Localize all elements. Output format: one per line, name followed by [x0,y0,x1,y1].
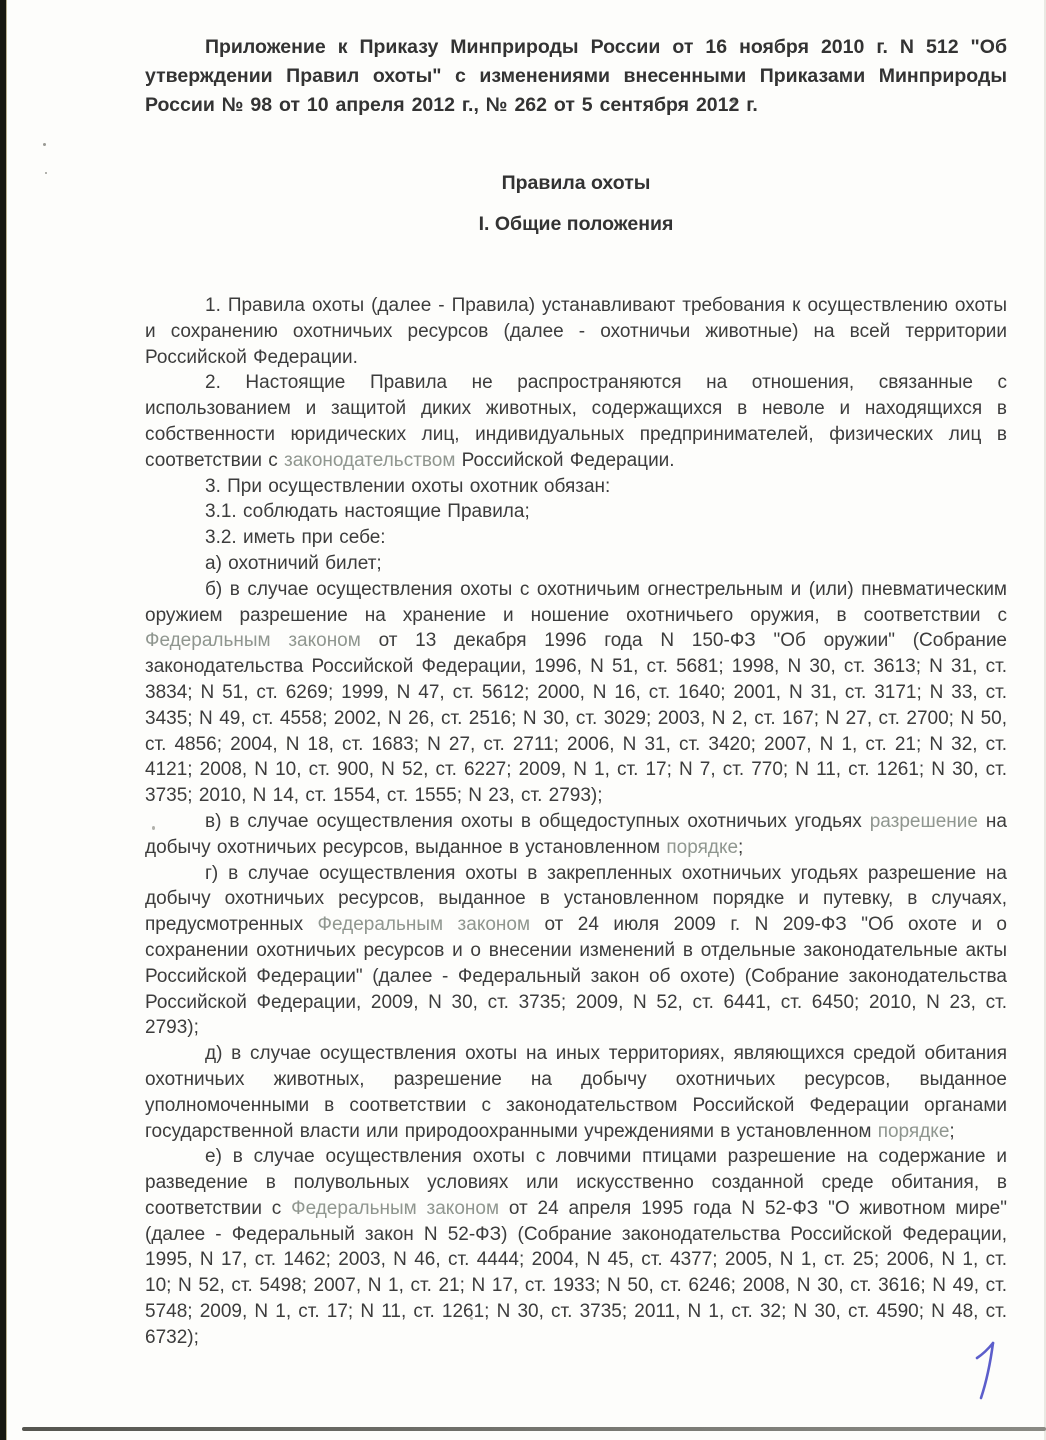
paragraph [145,474,1007,500]
paragraph-text: от 24 июля 2009 г. N 209-ФЗ "Об охоте и о сохранении охотничьих ресурсов и о внесении изменений в отдельные законодательные акты Российской Федерации" (далее - Федеральный закон об охоте) (Собрание законодательства Российской Федерации, 2009, N 30, ст. 3735; 2009, N 52, ст. 6441, ст. 6450; 2010, N 23, ст. 2793); [145,914,1007,1039]
paragraph-text: 3.2. иметь при себе: [205,527,386,549]
paragraph-text: ; [949,1120,955,1142]
paragraph-text: 3. При осуществлении охоты охотник обязан: [205,475,611,497]
legal-reference-link-text: законодательством [284,449,456,471]
paragraph [145,577,1007,809]
paragraph-text: б) в случае осуществления охоты с охотничьим огнестрельным и (или) пневматическим оружием разрешение на хранение и ношение охотничьего оружия, в соответствии с [145,578,1007,626]
legal-reference-link-text: Федеральным законом [317,914,531,936]
paragraph [145,525,1007,551]
legal-reference-link-text: порядке [666,836,739,858]
paragraph [145,370,1007,473]
paragraph [145,809,1007,861]
page-title: Правила охоты [501,172,651,194]
paragraph [145,551,1007,577]
legal-reference-link-text: порядке [877,1120,950,1142]
paragraph-text: д) в случае осуществления охоты на иных территориях, являющихся средой обитания охотничьих животных, разрешение на добычу охотничьих ресурсов, выданное уполномоченными в соответствии с законодательством Российской Федерации органами государственной власти или природоохранными учреждениями в установленном [145,1043,1007,1142]
legal-reference-link-text: Федеральным законом [145,630,361,652]
pen-stroke-icon [970,1340,1004,1402]
scan-speck [45,172,47,174]
paragraph [145,293,1007,370]
scan-edge-left [0,0,7,1440]
paragraph [145,1144,1007,1350]
header-block: Приложение к Приказу Минприроды России от 16 ноября 2010 г. N 512 "Об утверждении Правил охоты" с изменениями внесенными Приказами Минприроды России № 98 от 10 апреля 2012 г., № 262 от 5 сентября 2012 г. [145,36,1007,116]
scan-edge-bottom-line [22,1427,1046,1431]
paragraph-text: 3.1. соблюдать настоящие Правила; [205,501,530,523]
paragraph-text: 1. Правила охоты (далее - Правила) устанавливают требования к осуществлению охоты и сохранению охотничьих ресурсов (далее - охотничьи животные) на всей территории Российской Федерации. [145,295,1007,368]
handwritten-page-number [970,1340,1004,1402]
legal-reference-link-text: Федеральным законом [291,1197,500,1219]
paragraph [145,861,1007,1042]
section-heading: I. Общие положения [478,213,674,235]
document-content [145,33,1007,1351]
paragraph-text: на добычу охотничьих ресурсов, выданное в установленном [145,810,1007,858]
paragraph-text: г) в случае осуществления охоты в закрепленных охотничьих угодьях разрешение на добычу охотничьих ресурсов, выданное в установленном порядке и путевку, в случаях, предусмотренных [145,862,1007,936]
page-number-value [970,1402,971,1403]
paragraph-text: в) в случае осуществления охоты в общедоступных охотничьих угодьях [205,810,870,832]
legal-reference-link-text: разрешение [869,810,978,832]
paragraph-text: от 24 апреля 1995 года N 52-ФЗ "О животном мире" (далее - Федеральный закон N 52-ФЗ) (Собрание законодательства Российской Федерации, 1995, N 17, ст. 1462; 2003, N 46, ст. 4444; 2004, N 45, ст. 4377; 2005, N 1, ст. 25; 2006, N 1, ст. 10; N 52, ст. 5498; 2007, N 1, ст. 21; N 17, ст. 1933; N 50, ст. 6246; 2008, N 30, ст. 3616; N 49, ст. 5748; 2009, N 1, ст. 17; N 11, ст. 1261; N 30, ст. 3735; 2011, N 1, ст. 32; N 30, ст. 4590; N 48, ст. 6732); [145,1197,1007,1348]
paragraph-text: Российской Федерации. [455,449,675,471]
scan-speck [43,143,46,146]
paragraph-text: ; [738,836,744,858]
paragraph-text: а) охотничий билет; [205,552,382,574]
paragraph-text: 2. Настоящие Правила не распространяются на отношения, связанные с использованием и защитой диких животных, содержащихся в неволе и находящихся в собственности юридических лиц, индивидуальных предпринимателей, физических лиц в соответствии с [145,372,1007,471]
document-body [145,293,1007,1351]
paragraph-text: е) в случае осуществления охоты с ловчими птицами разрешение на содержание и разведение в полувольных условиях или искусственно созданной среде обитания, в соответствии с [145,1146,1007,1219]
paragraph [145,1041,1007,1144]
paragraph-text: от 13 декабря 1996 года N 150-ФЗ "Об оружии" (Собрание законодательства Российской Федерации, 1996, N 51, ст. 5681; 1998, N 30, ст. 3613; N 31, ст. 3834; N 51, ст. 6269; 1999, N 47, ст. 5612; 2000, N 16, ст. 1640; 2001, N 31, ст. 3171; N 33, ст. 3435; N 49, ст. 4558; 2002, N 26, ст. 2516; N 30, ст. 3029; 2003, N 2, ст. 167; N 27, ст. 2700; N 50, ст. 4856; 2004, N 18, ст. 1683; N 27, ст. 2711; 2006, N 31, ст. 3420; 2007, N 1, ст. 21; N 32, ст. 4121; 2008, N 10, ст. 900, N 52, ст. 6227; 2009, N 1, ст. 17; N 7, ст. 770; N 11, ст. 1261; N 30, ст. 3735; 2010, N 14, ст. 1554, ст. 1555; N 23, ст. 2793); [145,630,1007,807]
paragraph [145,499,1007,525]
